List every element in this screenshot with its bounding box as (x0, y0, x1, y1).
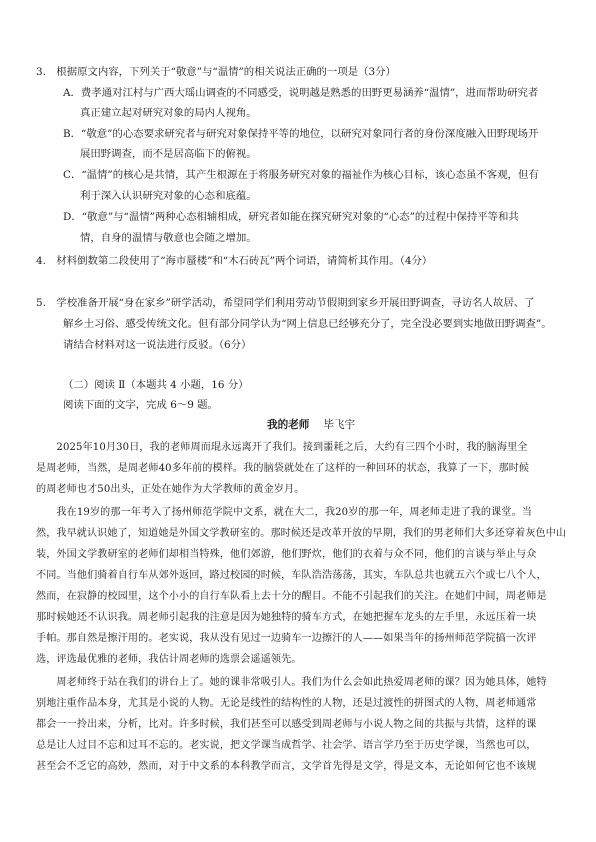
question-3-stem: 3. 根据原文内容，下列关于“敬意”与“温情”的相关说法正确的一项是（3分） (36, 66, 396, 78)
article-line: 我在19岁的那一年考入了扬州师范学院中文系，就在大二，我20岁的那一年，周老师走进了我的课堂。当 (36, 507, 532, 518)
article-author: 毕飞宇 (323, 419, 356, 431)
article-line: 装，外国文学教研室的老师们却相当特殊，他们郊游，他们野炊，他们的衣着与众不同，他们的言谈与举止与众 (36, 549, 537, 560)
q3-option-a-line2: 真正建立起对研究对象的局内人视角。 (80, 107, 257, 119)
q3-option-b-line1: B．“敬意”的心态要求研究者与研究对象保持平等的地位，以研究对象同行者的身份深度融入田野现场开 (63, 128, 539, 140)
q3-option-d-line1: D．“敬意”与“温情”两种心态相辅相成，研究者如能在探究研究对象的“心态”的过程中保持平等和共 (63, 211, 519, 223)
article-line: 都会一一拎出来，分析，比对。许多时候，我们甚至可以感受到周老师与小说人物之间的共振与共情，这样的课 (36, 719, 537, 730)
article-line: 是周老师，当然，是周老师40多年前的模样。我的脑袋就处在了这样的一种回环的状态，我算了一下，那时候 (36, 463, 530, 474)
article-line: 周老师终于站在我们的讲台上了。她的课非常吸引人。我们为什么会如此热爱周老师的课？因为她具体，她特 (36, 677, 547, 688)
article-line: 不同。当他们骑着自行车从郊外返回，路过校园的时候，车队浩浩荡荡，其实，车队总共也就五六个或七八个人， (36, 570, 547, 581)
question-4-stem: 4. 材料倒数第二段使用了“海市蜃楼”和“木石砖瓦”两个词语，请简析其作用。（4分） (36, 255, 433, 267)
q3-option-d-line2: 情，自身的温情与敬意也会随之增加。 (80, 232, 257, 244)
article-line: 选，评选最优雅的老师，我估计周老师的选票会遥遥领先。 (36, 654, 302, 665)
section-heading: （二）阅读 Ⅱ（本题共 4 小题，16 分） (63, 379, 249, 391)
article-line: 那时候她还不认识我。周老师引起我的注意是因为她独特的骑车方式，在她把握车龙头的左手里，永远压着一块 (36, 612, 537, 623)
article-line: 然而，在寂静的校园里，这个小小的自行车队看上去十分的醒目。不能不引起我们的关注。在她们中间，周老师是 (36, 591, 547, 602)
article-line: 手帕。那自然是擦汗用的。老实说，我从没有见过一边骑车一边擦汗的人——如果当年的扬州师范学院搞一次评 (36, 633, 537, 644)
question-5-line3: 请结合材料对这一说法进行反驳。（6分） (63, 339, 252, 351)
article-title-block (267, 419, 355, 432)
section-instruction: 阅读下面的文字，完成 6～9 题。 (63, 399, 218, 411)
q3-option-a-line1: A．费孝通对江村与广西大瑶山调查的不同感受，说明越是熟悉的田野更易涵养“温情”，进而帮助研究者 (63, 87, 539, 99)
article-line: 甚至会不乏它的高妙，然而，对于中文系的本科教学而言，文学首先得是文学，得是文本，无论如何它也不该规 (36, 761, 537, 772)
article-title: 我的老师 (267, 419, 310, 431)
q3-option-c-line2: 利于深入认识研究对象的心态和底蕴。 (80, 190, 257, 202)
article-line: 的周老师也才50出头，正处在她作为大学教师的黄金岁月。 (36, 484, 305, 495)
article-line: 别地注重作品本身，尤其是小说的人物。无论是线性的结构性的人物，还是过渡性的拼图式的人物，周老师通常 (36, 698, 537, 709)
article-line: 然，我早就认识她了，知道她是外国文学教研室的。那时候还是改革开放的早期，我们的男老师们大多还穿着灰色中山 (36, 528, 567, 539)
q3-option-c-line1: C．“温情”的核心是共情，其产生根源在于将服务研究对象的福祉作为核心目标，该心态虽不客观，但有 (63, 169, 539, 181)
q3-option-b-line2: 展田野调查，而不是居高临下的俯视。 (80, 148, 257, 160)
question-5-line1: 5. 学校准备开展“身在家乡”研学活动，希望同学们利用劳动节假期到家乡开展田野调查，寻访名人故居、了 (36, 297, 535, 309)
article-line: 2025年10月30日，我的老师周而琨永远离开了我们。接到噩耗之后，大约有三四个小时，我的脑海里全 (36, 442, 528, 453)
article-line: 总是让人过目不忘和过耳不忘的。老实说，把文学课当成哲学、社会学、语言学乃至于历史学课，当然也可以， (36, 740, 537, 751)
question-5-line2: 解乡土习俗、感受传统文化。但有部分同学认为“网上信息已经够充分了，完全没必要到实地做田野调查”。 (63, 318, 552, 330)
